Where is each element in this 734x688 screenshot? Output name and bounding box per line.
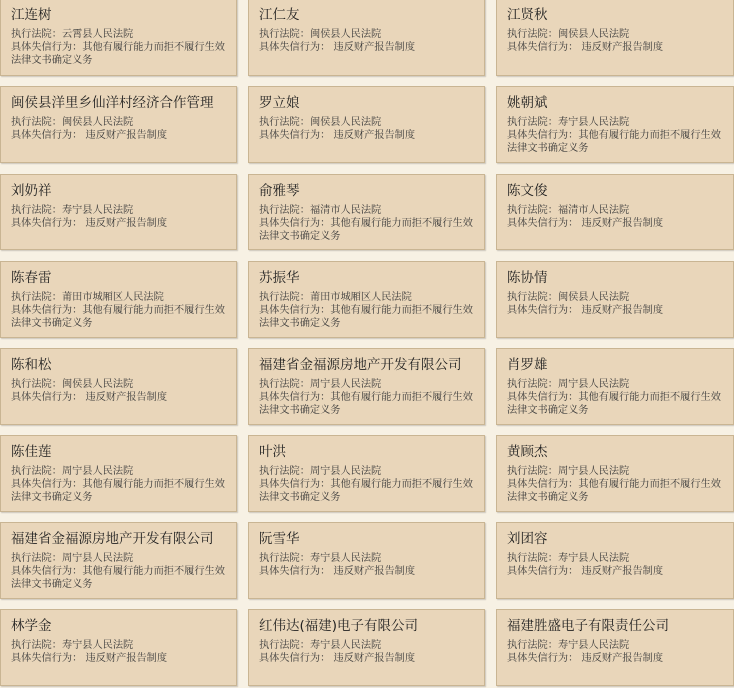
court-line: [507, 639, 727, 652]
debtor-name: 红伟达(福建)电子有限公司: [259, 618, 419, 634]
behavior-label: 具体失信行为：: [259, 42, 331, 53]
behavior-label: 具体失信行为：: [11, 392, 83, 403]
debtor-card[interactable]: [0, 0, 237, 76]
court-line: [11, 28, 230, 41]
court-value: 福清市人民法院: [557, 205, 630, 216]
court-label: 执行法院：: [259, 379, 310, 390]
court-label: 执行法院：: [11, 29, 62, 40]
behavior-value: 违反财产报告制度: [330, 130, 416, 141]
court-value: 寿宁县人民法院: [61, 205, 134, 216]
behavior-label: 具体失信行为：: [507, 305, 579, 316]
behavior-line: [11, 129, 230, 142]
behavior-label: 具体失信行为：: [259, 653, 331, 664]
behavior-line: [259, 652, 478, 665]
behavior-label: 具体失信行为：: [507, 130, 579, 141]
debtor-card[interactable]: [248, 435, 485, 512]
debtor-name: 陈春雷: [11, 270, 52, 286]
court-label: 执行法院：: [259, 29, 310, 40]
debtor-name: 叶洪: [259, 444, 286, 460]
debtor-card[interactable]: [248, 522, 485, 599]
behavior-line: [11, 478, 230, 504]
behavior-label: 具体失信行为：: [507, 566, 579, 577]
court-label: 执行法院：: [259, 205, 310, 216]
behavior-line: [507, 129, 727, 155]
behavior-value: 其他有履行能力而拒不履行生效法律文书确定义务: [11, 566, 225, 590]
behavior-value: 其他有履行能力而拒不履行生效法律文书确定义务: [259, 479, 473, 503]
court-label: 执行法院：: [507, 379, 558, 390]
debtor-name: 福建省金福源房地产开发有限公司: [11, 531, 214, 547]
behavior-value: 违反财产报告制度: [330, 653, 416, 664]
court-value: 闽侯县人民法院: [309, 29, 382, 40]
debtor-name: 陈佳莲: [11, 444, 52, 460]
debtor-name: 闽侯县洋里乡仙洋村经济合作管理: [11, 95, 214, 111]
behavior-label: 具体失信行为：: [259, 479, 331, 490]
court-label: 执行法院：: [507, 466, 558, 477]
court-value: 寿宁县人民法院: [557, 640, 630, 651]
behavior-value: 其他有履行能力而拒不履行生效法律文书确定义务: [11, 479, 225, 503]
court-label: 执行法院：: [507, 553, 558, 564]
court-label: 执行法院：: [259, 292, 310, 303]
behavior-line: [507, 565, 727, 578]
behavior-value: 其他有履行能力而拒不履行生效法律文书确定义务: [11, 42, 225, 66]
behavior-label: 具体失信行为：: [11, 566, 83, 577]
behavior-line: [507, 478, 727, 504]
debtor-name: 陈文俊: [507, 183, 548, 199]
court-label: 执行法院：: [259, 640, 310, 651]
debtor-name: 俞雅琴: [259, 183, 300, 199]
court-value: 闽侯县人民法院: [61, 379, 134, 390]
court-line: [507, 204, 727, 217]
debtor-name: 阮雪华: [259, 531, 300, 547]
court-line: [507, 465, 727, 478]
court-label: 执行法院：: [507, 117, 558, 128]
debtor-card[interactable]: [496, 261, 734, 338]
behavior-value: 违反财产报告制度: [578, 305, 664, 316]
court-line: [259, 291, 478, 304]
behavior-value: 违反财产报告制度: [82, 130, 168, 141]
court-line: [259, 465, 478, 478]
court-label: 执行法院：: [259, 466, 310, 477]
court-label: 执行法院：: [11, 466, 62, 477]
court-line: [507, 378, 727, 391]
debtor-card[interactable]: [496, 348, 734, 425]
debtor-card[interactable]: [248, 609, 485, 686]
court-line: [507, 28, 727, 41]
debtor-card[interactable]: [496, 174, 734, 250]
behavior-line: [11, 41, 230, 67]
debtor-name: 刘团容: [507, 531, 548, 547]
debtor-card[interactable]: [248, 348, 485, 425]
debtor-card[interactable]: [496, 435, 734, 512]
debtor-card[interactable]: [0, 522, 237, 599]
court-line: [11, 465, 230, 478]
court-line: [11, 291, 230, 304]
court-value: 闽侯县人民法院: [557, 29, 630, 40]
behavior-label: 具体失信行为：: [11, 42, 83, 53]
behavior-line: [507, 391, 727, 417]
behavior-value: 违反财产报告制度: [578, 42, 664, 53]
debtor-name: 江仁友: [259, 7, 300, 23]
behavior-value: 其他有履行能力而拒不履行生效法律文书确定义务: [507, 479, 721, 503]
behavior-line: [11, 391, 230, 404]
court-value: 寿宁县人民法院: [309, 553, 382, 564]
court-line: [11, 204, 230, 217]
behavior-value: 违反财产报告制度: [330, 42, 416, 53]
behavior-line: [259, 304, 478, 330]
debtor-name: 江贤秋: [507, 7, 548, 23]
behavior-line: [11, 652, 230, 665]
court-value: 闽侯县人民法院: [309, 117, 382, 128]
court-value: 周宁县人民法院: [61, 553, 134, 564]
behavior-value: 其他有履行能力而拒不履行生效法律文书确定义务: [11, 305, 225, 329]
behavior-label: 具体失信行为：: [11, 479, 83, 490]
behavior-line: [259, 129, 478, 142]
behavior-value: 其他有履行能力而拒不履行生效法律文书确定义务: [507, 130, 721, 154]
debtor-name: 陈协情: [507, 270, 548, 286]
debtor-name: 姚朝斌: [507, 95, 548, 111]
court-label: 执行法院：: [507, 205, 558, 216]
court-value: 周宁县人民法院: [309, 466, 382, 477]
court-line: [259, 204, 478, 217]
court-value: 莆田市城厢区人民法院: [61, 292, 164, 303]
court-line: [507, 552, 727, 565]
court-line: [507, 116, 727, 129]
behavior-line: [259, 217, 478, 243]
court-label: 执行法院：: [11, 292, 62, 303]
debtor-card[interactable]: [0, 86, 237, 163]
behavior-label: 具体失信行为：: [259, 218, 331, 229]
behavior-label: 具体失信行为：: [259, 392, 331, 403]
court-value: 寿宁县人民法院: [557, 553, 630, 564]
behavior-label: 具体失信行为：: [11, 653, 83, 664]
court-label: 执行法院：: [11, 553, 62, 564]
court-line: [11, 378, 230, 391]
behavior-label: 具体失信行为：: [507, 653, 579, 664]
debtor-card[interactable]: [0, 348, 237, 425]
court-line: [259, 552, 478, 565]
court-label: 执行法院：: [11, 205, 62, 216]
behavior-label: 具体失信行为：: [259, 305, 331, 316]
behavior-line: [507, 217, 727, 230]
behavior-value: 其他有履行能力而拒不履行生效法律文书确定义务: [259, 218, 473, 242]
behavior-label: 具体失信行为：: [507, 392, 579, 403]
behavior-line: [11, 217, 230, 230]
court-value: 莆田市城厢区人民法院: [309, 292, 412, 303]
court-value: 周宁县人民法院: [61, 466, 134, 477]
behavior-label: 具体失信行为：: [11, 305, 83, 316]
behavior-value: 违反财产报告制度: [578, 218, 664, 229]
court-value: 周宁县人民法院: [309, 379, 382, 390]
behavior-value: 违反财产报告制度: [578, 653, 664, 664]
behavior-value: 违反财产报告制度: [82, 653, 168, 664]
court-line: [11, 639, 230, 652]
court-value: 福清市人民法院: [309, 205, 382, 216]
debtor-card[interactable]: [496, 86, 734, 163]
behavior-label: 具体失信行为：: [507, 42, 579, 53]
behavior-line: [11, 565, 230, 591]
debtor-card[interactable]: [0, 609, 237, 686]
behavior-line: [507, 652, 727, 665]
behavior-label: 具体失信行为：: [507, 218, 579, 229]
behavior-value: 违反财产报告制度: [82, 218, 168, 229]
behavior-line: [507, 304, 727, 317]
court-line: [259, 639, 478, 652]
behavior-line: [507, 41, 727, 54]
court-label: 执行法院：: [11, 640, 62, 651]
debtor-name: 罗立娘: [259, 95, 300, 111]
court-value: 寿宁县人民法院: [61, 640, 134, 651]
behavior-value: 其他有履行能力而拒不履行生效法律文书确定义务: [507, 392, 721, 416]
behavior-line: [259, 565, 478, 578]
court-value: 周宁县人民法院: [557, 379, 630, 390]
debtor-card[interactable]: [496, 522, 734, 599]
court-value: 闽侯县人民法院: [61, 117, 134, 128]
behavior-value: 违反财产报告制度: [578, 566, 664, 577]
behavior-label: 具体失信行为：: [259, 130, 331, 141]
court-line: [507, 291, 727, 304]
behavior-line: [259, 478, 478, 504]
court-label: 执行法院：: [259, 553, 310, 564]
debtor-card[interactable]: [248, 174, 485, 250]
behavior-label: 具体失信行为：: [259, 566, 331, 577]
debtor-name: 黄顾杰: [507, 444, 548, 460]
court-value: 寿宁县人民法院: [309, 640, 382, 651]
court-label: 执行法院：: [507, 292, 558, 303]
behavior-value: 违反财产报告制度: [82, 392, 168, 403]
behavior-line: [11, 304, 230, 330]
behavior-value: 违反财产报告制度: [330, 566, 416, 577]
court-value: 云霄县人民法院: [61, 29, 134, 40]
debtor-name: 福建胜盛电子有限责任公司: [507, 618, 669, 634]
debtor-name: 福建省金福源房地产开发有限公司: [259, 357, 462, 373]
debtor-card[interactable]: [248, 261, 485, 338]
behavior-label: 具体失信行为：: [507, 479, 579, 490]
court-line: [11, 116, 230, 129]
behavior-value: 其他有履行能力而拒不履行生效法律文书确定义务: [259, 392, 473, 416]
debtor-name: 肖罗雄: [507, 357, 548, 373]
behavior-line: [259, 391, 478, 417]
court-value: 闽侯县人民法院: [557, 292, 630, 303]
court-line: [259, 116, 478, 129]
court-label: 执行法院：: [507, 640, 558, 651]
debtor-card[interactable]: [248, 0, 485, 76]
debtor-card[interactable]: [496, 0, 734, 76]
court-label: 执行法院：: [507, 29, 558, 40]
court-line: [259, 378, 478, 391]
debtor-card[interactable]: [0, 435, 237, 512]
debtor-card[interactable]: [0, 174, 237, 250]
court-label: 执行法院：: [259, 117, 310, 128]
court-line: [11, 552, 230, 565]
court-value: 寿宁县人民法院: [557, 117, 630, 128]
debtor-name: 江连树: [11, 7, 52, 23]
behavior-label: 具体失信行为：: [11, 130, 83, 141]
court-line: [259, 28, 478, 41]
court-value: 周宁县人民法院: [557, 466, 630, 477]
debtor-card[interactable]: [248, 86, 485, 163]
debtor-name: 刘奶祥: [11, 183, 52, 199]
behavior-line: [259, 41, 478, 54]
debtor-name: 苏振华: [259, 270, 300, 286]
court-label: 执行法院：: [11, 379, 62, 390]
debtor-name: 陈和松: [11, 357, 52, 373]
debtor-name: 林学金: [11, 618, 52, 634]
debtor-card[interactable]: [496, 609, 734, 686]
behavior-value: 其他有履行能力而拒不履行生效法律文书确定义务: [259, 305, 473, 329]
debtor-card[interactable]: [0, 261, 237, 338]
court-label: 执行法院：: [11, 117, 62, 128]
behavior-label: 具体失信行为：: [11, 218, 83, 229]
